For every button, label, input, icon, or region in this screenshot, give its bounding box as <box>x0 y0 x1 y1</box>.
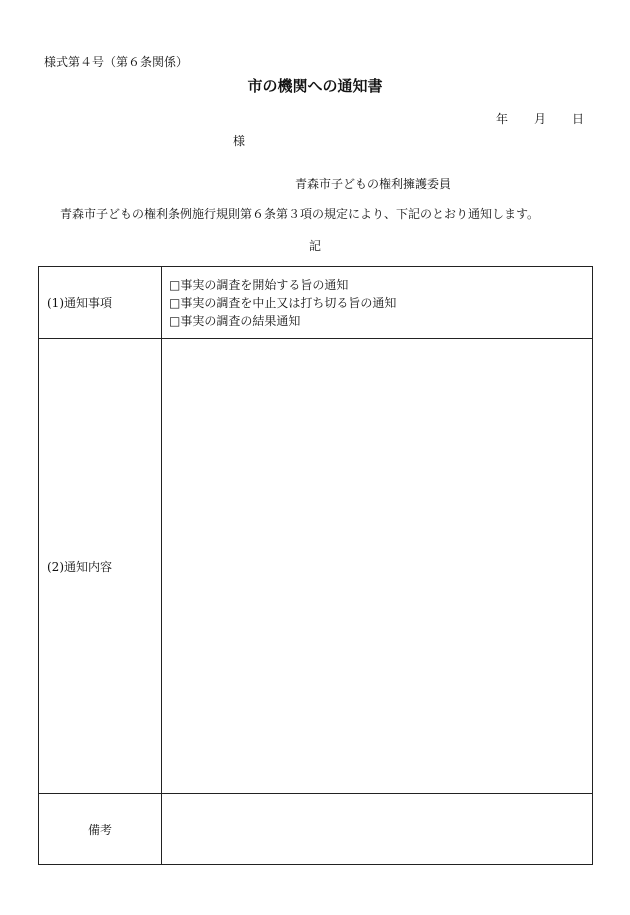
notification-content-field[interactable] <box>162 339 593 794</box>
notification-matters-options <box>162 267 593 339</box>
notification-matters-row <box>39 267 593 339</box>
date-line <box>496 110 584 127</box>
body-text: 青森市子どもの権利条例施行規則第６条第３項の規定により、下記のとおり通知します。 <box>60 207 540 221</box>
date-day-label: 日 <box>571 112 584 126</box>
notification-matters-label: (1)通知事項 <box>39 267 162 339</box>
remarks-row <box>39 794 593 865</box>
ki-heading: 記 <box>308 239 321 253</box>
form-number: 様式第４号（第６条関係） <box>44 55 189 69</box>
date-year-label: 年 <box>495 112 508 126</box>
date-month-label: 月 <box>533 112 546 126</box>
checkbox-item-stop-investigation[interactable]: □事実の調査を中止又は打ち切る旨の通知 <box>169 295 397 310</box>
notification-content-label: (2)通知内容 <box>39 339 162 794</box>
checkbox-list <box>162 270 592 336</box>
addressee-honorific: 様 <box>233 134 246 148</box>
sender-name: 青森市子どもの権利擁護委員 <box>295 177 452 191</box>
document-title: 市の機関への通知書 <box>247 77 383 95</box>
checkbox-item-start-investigation[interactable]: □事実の調査を開始する旨の通知 <box>169 277 349 292</box>
checkbox-item-investigation-result[interactable]: □事実の調査の結果通知 <box>169 313 301 328</box>
remarks-label: 備考 <box>39 794 162 865</box>
form-table <box>38 266 593 865</box>
remarks-field[interactable] <box>162 794 593 865</box>
notification-content-row <box>39 339 593 794</box>
